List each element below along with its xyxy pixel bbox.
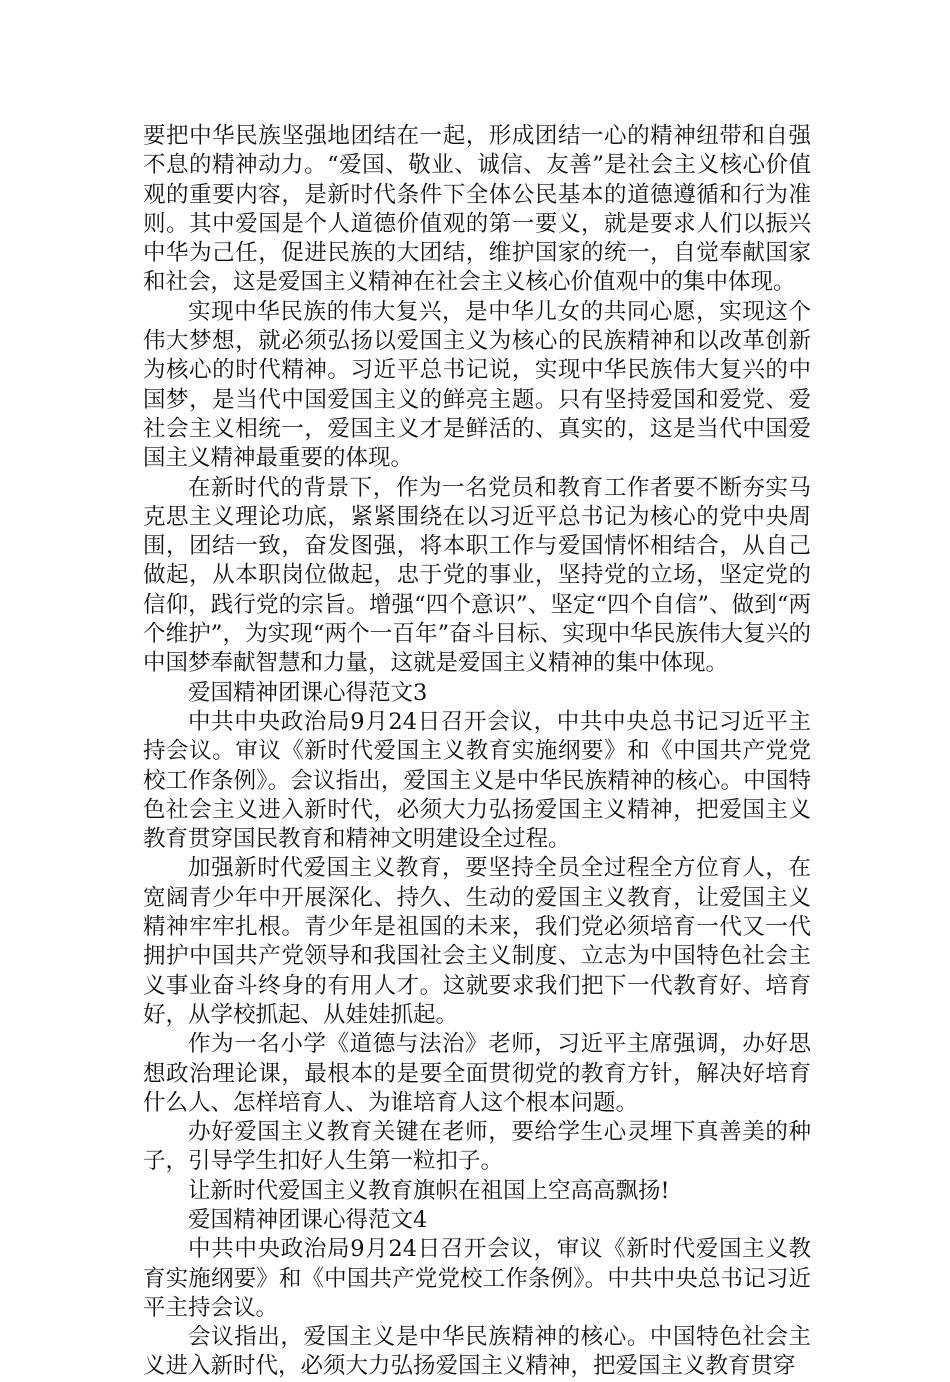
paragraph: 要把中华民族坚强地团结在一起，形成团结一心的精神纽带和自强不息的精神动力。“爱国、敬业、诚信、友善”是社会主义核心价值观的重要内容，是新时代条件下全体公民基本的道德遵循和行为准则。其中爱国是个人道德价值观的第一要义，就是要求人们以振兴中华为己任，促进民族的大团结，维护国家的统一，自觉奉献国家和社会，这是爱国主义精神在社会主义核心价值观中的集中体现。 <box>143 123 811 296</box>
paragraph: 实现中华民族的伟大复兴，是中华儿女的共同心愿，实现这个伟大梦想，就必须弘扬以爱国主义为核心的民族精神和以改革创新为核心的时代精神。习近平总书记说，实现中华民族伟大复兴的中国梦，是当代中国爱国主义的鲜亮主题。只有坚持爱国和爱党、爱社会主义相统一，爱国主义才是鲜活的、真实的，这是当代中国爱国主义精神最重要的体现。 <box>143 298 811 472</box>
paragraph: 办好爱国主义教育关键在老师，要给学生心灵埋下真善美的种子，引导学生扣好人生第一粒扣子。 <box>143 1119 811 1175</box>
paragraph: 让新时代爱国主义教育旗帜在祖国上空高高飘扬! <box>188 1177 670 1204</box>
document-body <box>143 122 811 1382</box>
paragraph: 中共中央政治局9月24日召开会议，审议《新时代爱国主义教育实施纲要》和《中国共产党党校工作条例》。中共中央总书记习近平主持会议。 <box>143 1236 811 1321</box>
paragraph: 会议指出，爱国主义是中华民族精神的核心。中国特色社会主义进入新时代，必须大力弘扬爱国主义精神，把爱国主义教育贯穿 <box>143 1324 811 1380</box>
paragraph: 作为一名小学《道德与法治》老师，习近平主席强调，办好思想政治理论课，最根本的是要全面贯彻党的教育方针，解决好培育什么人、怎样培育人、为谁培育人这个根本问题。 <box>143 1031 811 1116</box>
section-heading: 爱国精神团课心得范文4 <box>188 1206 428 1233</box>
paragraph: 中共中央政治局9月24日召开会议，中共中央总书记习近平主持会议。审议《新时代爱国主义教育实施纲要》和《中国共产党党校工作条例》。会议指出，爱国主义是中华民族精神的核心。中国特色社会主义进入新时代，必须大力弘扬爱国主义精神，把爱国主义教育贯穿国民教育和精神文明建设全过程。 <box>143 708 811 853</box>
section-heading: 爱国精神团课心得范文3 <box>188 679 428 706</box>
paragraph: 加强新时代爱国主义教育，要坚持全员全过程全方位育人，在宽阔青少年中开展深化、持久、生动的爱国主义教育，让爱国主义精神牢牢扎根。青少年是祖国的未来，我们党必须培育一代又一代拥护中国共产党领导和我国社会主义制度、立志为中国特色社会主义事业奋斗终身的有用人才。这就要求我们把下一代教育好、培育好，从学校抓起、从娃娃抓起。 <box>143 855 811 1028</box>
paragraph: 在新时代的背景下，作为一名党员和教育工作者要不断夯实马克思主义理论功底，紧紧围绕在以习近平总书记为核心的党中央周围，团结一致，奋发图强，将本职工作与爱国情怀相结合，从自己做起，从本职岗位做起，忠于党的事业，坚持党的立场，坚定党的信仰，践行党的宗旨。增强“四个意识”、坚定“四个自信”、做到“两个维护”，为实现“两个一百年”奋斗目标、实现中华民族伟大复兴的中国梦奉献智慧和力量，这就是爱国主义精神的集中体现。 <box>143 474 811 677</box>
